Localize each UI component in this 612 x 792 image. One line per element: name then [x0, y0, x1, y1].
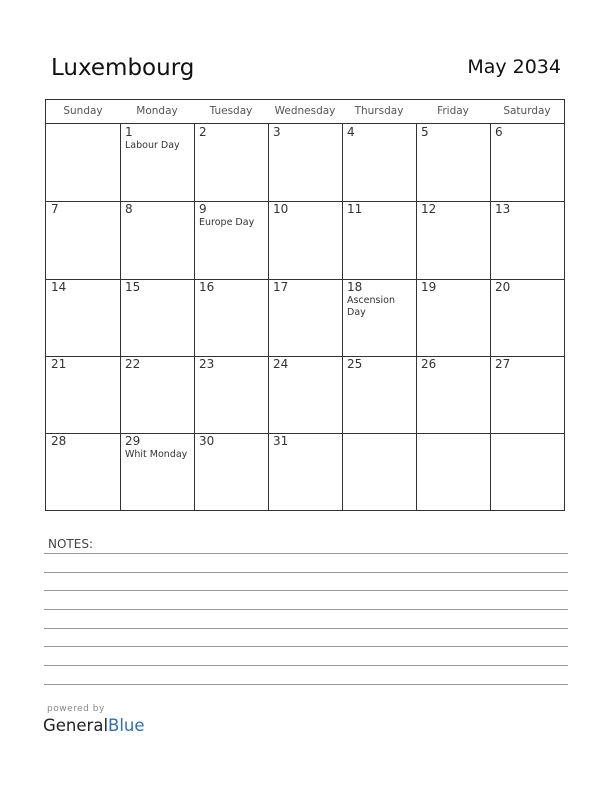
- day-cell[interactable]: [46, 201, 120, 278]
- day-cell[interactable]: [194, 124, 268, 201]
- grid-row-divider: [46, 356, 564, 357]
- weekday-tuesday: Tuesday: [209, 105, 253, 117]
- day-cell[interactable]: [194, 433, 268, 510]
- day-number: 23: [199, 357, 215, 371]
- day-cell[interactable]: [120, 279, 194, 356]
- day-cell[interactable]: [490, 201, 564, 278]
- calendar-country-title: Luxembourg: [51, 55, 195, 81]
- weekday-thursday: Thursday: [354, 105, 404, 117]
- grid-row-divider: [46, 433, 564, 434]
- day-cell[interactable]: [342, 433, 416, 510]
- weekday-friday: Friday: [437, 105, 469, 117]
- day-cell[interactable]: [46, 356, 120, 433]
- holiday-label: Ascension Day: [347, 295, 395, 318]
- day-number: 19: [421, 280, 437, 294]
- brand-general-text: General: [43, 716, 109, 735]
- day-cell[interactable]: [490, 356, 564, 433]
- day-cell[interactable]: [194, 356, 268, 433]
- day-number: 4: [347, 125, 355, 139]
- day-number: 11: [347, 202, 363, 216]
- notes-line: [44, 665, 568, 666]
- day-cell[interactable]: [342, 201, 416, 278]
- notes-line: [44, 609, 568, 610]
- day-number: 21: [51, 357, 67, 371]
- grid-column-divider: [416, 124, 417, 510]
- day-cell[interactable]: [490, 124, 564, 201]
- grid-column-divider: [342, 124, 343, 510]
- brand-blue-text: Blue: [108, 716, 145, 735]
- day-number: 9: [199, 202, 207, 216]
- day-cell[interactable]: [490, 433, 564, 510]
- day-cell[interactable]: [194, 279, 268, 356]
- day-number: 24: [273, 357, 289, 371]
- grid-column-divider: [268, 124, 269, 510]
- day-cell[interactable]: [416, 356, 490, 433]
- day-cell[interactable]: [268, 201, 342, 278]
- day-cell[interactable]: [268, 279, 342, 356]
- day-cell[interactable]: [268, 356, 342, 433]
- day-cell[interactable]: [268, 124, 342, 201]
- day-number: 1: [125, 125, 133, 139]
- holiday-label: Europe Day: [199, 217, 255, 228]
- weekday-saturday: Saturday: [503, 105, 551, 117]
- day-number: 17: [273, 280, 289, 294]
- day-number: 5: [421, 125, 429, 139]
- grid-row-divider: [46, 279, 564, 280]
- day-number: 8: [125, 202, 133, 216]
- day-cell[interactable]: [120, 433, 194, 510]
- day-number: 16: [199, 280, 215, 294]
- day-cell[interactable]: [490, 279, 564, 356]
- day-number: 10: [273, 202, 289, 216]
- day-cell[interactable]: [268, 433, 342, 510]
- weekday-wednesday: Wednesday: [274, 105, 336, 117]
- day-cell[interactable]: [46, 279, 120, 356]
- day-number: 30: [199, 434, 215, 448]
- weekday-sunday: Sunday: [63, 105, 103, 117]
- grid-column-divider: [194, 124, 195, 510]
- day-number: 13: [495, 202, 511, 216]
- day-number: 3: [273, 125, 281, 139]
- day-number: 14: [51, 280, 67, 294]
- weekday-header-row: [46, 100, 564, 124]
- day-number: 20: [495, 280, 511, 294]
- day-number: 29: [125, 434, 141, 448]
- day-number: 27: [495, 357, 511, 371]
- powered-by-text: powered by: [47, 704, 105, 714]
- day-cell[interactable]: [342, 124, 416, 201]
- day-cell[interactable]: [120, 201, 194, 278]
- day-cell[interactable]: [342, 279, 416, 356]
- day-cell[interactable]: [416, 124, 490, 201]
- holiday-label: Whit Monday: [125, 449, 188, 460]
- calendar-month-year: May 2034: [467, 56, 561, 78]
- holiday-label: Labour Day: [125, 140, 180, 151]
- notes-line: [44, 684, 568, 685]
- grid-column-divider: [120, 124, 121, 510]
- day-cell[interactable]: [46, 124, 120, 201]
- grid-column-divider: [490, 124, 491, 510]
- day-number: 25: [347, 357, 363, 371]
- day-cell[interactable]: [416, 279, 490, 356]
- weekday-monday: Monday: [136, 105, 178, 117]
- day-number: 28: [51, 434, 67, 448]
- notes-line: [44, 646, 568, 647]
- day-cell[interactable]: [120, 124, 194, 201]
- day-number: 18: [347, 280, 363, 294]
- notes-line: [44, 590, 568, 591]
- day-number: 31: [273, 434, 289, 448]
- day-number: 12: [421, 202, 437, 216]
- day-number: 15: [125, 280, 141, 294]
- day-number: 22: [125, 357, 141, 371]
- calendar-grid: [45, 99, 565, 511]
- day-cell[interactable]: [416, 201, 490, 278]
- day-cell[interactable]: [194, 201, 268, 278]
- notes-line: [44, 553, 568, 554]
- day-number: 6: [495, 125, 503, 139]
- day-number: 2: [199, 125, 207, 139]
- notes-label: NOTES:: [48, 537, 93, 551]
- day-cell[interactable]: [342, 356, 416, 433]
- grid-row-divider: [46, 201, 564, 202]
- day-cell[interactable]: [46, 433, 120, 510]
- day-number: 26: [421, 357, 437, 371]
- generalblue-logo[interactable]: [43, 716, 145, 735]
- notes-line: [44, 628, 568, 629]
- day-cell[interactable]: [120, 356, 194, 433]
- day-cell[interactable]: [416, 433, 490, 510]
- notes-line: [44, 572, 568, 573]
- day-number: 7: [51, 202, 59, 216]
